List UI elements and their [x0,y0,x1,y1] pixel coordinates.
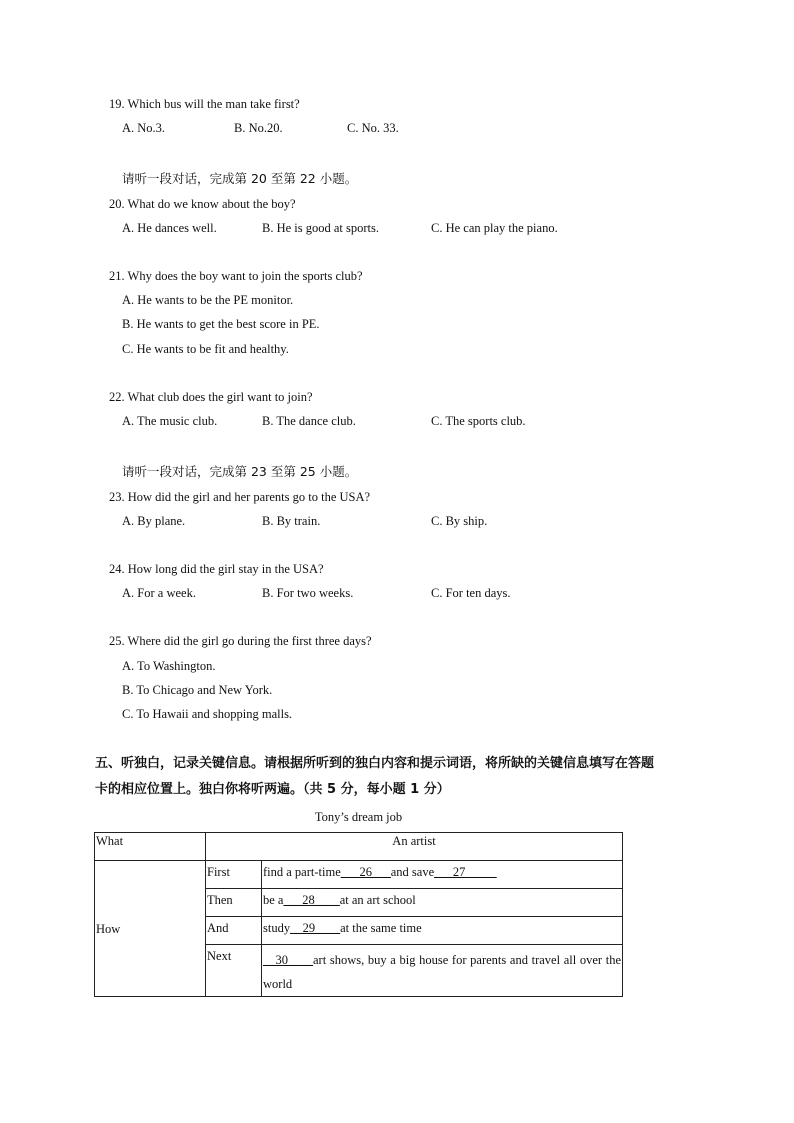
q23-option-c: C. By ship. [431,514,488,528]
q22-option-a: A. The music club. [122,414,218,428]
q25-option-b: B. To Chicago and New York. [122,683,273,697]
instruction-20-22: 请听一段对话，完成第 20 至第 22 小题。 [122,171,358,186]
row-content-and [262,917,623,945]
q22-option-c: C. The sports club. [431,414,526,428]
q21-option-b: B. He wants to get the best score in PE. [122,317,320,331]
q23-option-a: A. By plane. [122,514,186,528]
table-row-what [95,833,623,861]
q21-option-c: C. He wants to be fit and healthy. [122,342,289,356]
dream-job-table [94,832,623,997]
row-content-then [262,889,623,917]
q25-option-c: C. To Hawaii and shopping malls. [122,707,293,721]
question-22: 22. What club does the girl want to join? [109,390,313,404]
q23-option-b: B. By train. [262,514,321,528]
row-first-mid: and save [390,865,435,879]
blank-27: ___27_____ [434,865,497,879]
q20-option-a: A. He dances well. [122,221,217,235]
q19-option-b: B. No.20. [234,121,283,135]
q24-option-b: B. For two weeks. [262,586,354,600]
q22-option-b: B. The dance club. [262,414,356,428]
q20-option-c: C. He can play the piano. [431,221,558,235]
row-content-next [262,945,623,997]
question-20: 20. What do we know about the boy? [109,197,296,211]
question-23: 23. How did the girl and her parents go to the USA? [109,490,371,504]
row-and-post: at the same time [340,921,422,935]
what-label: What [95,833,206,861]
table-row-first [95,861,623,889]
blank-28: ___28____ [283,893,340,907]
blank-30: __30____ [263,953,313,967]
q25-option-a: A. To Washington. [122,659,216,673]
q24-option-c: C. For ten days. [431,586,511,600]
row-label-and: And [206,917,262,945]
row-label-then: Then [206,889,262,917]
row-label-next: Next [206,945,262,997]
q24-option-a: A. For a week. [122,586,196,600]
row-then-post: at an art school [339,893,416,907]
row-and-pre: study [263,921,291,935]
question-24: 24. How long did the girl stay in the USA? [109,562,324,576]
row-next-post: art shows, buy a big house for parents and travel all over the world [263,953,621,991]
how-label: How [95,861,206,997]
section5-heading-line2: 卡的相应位置上。独白你将听两遍。（共 5 分，每小题 1 分） [95,782,450,797]
q21-option-a: A. He wants to be the PE monitor. [122,293,294,307]
row-label-first: First [206,861,262,889]
blank-26: ___26___ [340,865,391,879]
table-title: Tony’s dream job [314,810,403,824]
question-21: 21. Why does the boy want to join the sports club? [109,269,363,283]
q19-option-a: A. No.3. [122,121,166,135]
section5-heading-line1: 五、听独白，记录关键信息。请根据所听到的独白内容和提示词语，将所缺的关键信息填写在答题 [95,756,655,771]
q20-option-b: B. He is good at sports. [262,221,380,235]
row-then-pre: be a [263,893,284,907]
blank-29: __29____ [290,921,341,935]
row-first-pre: find a part-time [263,865,341,879]
row-content-first [262,861,623,889]
question-25: 25. Where did the girl go during the first three days? [109,634,372,648]
question-19: 19. Which bus will the man take first? [109,97,300,111]
instruction-23-25: 请听一段对话，完成第 23 至第 25 小题。 [122,464,358,479]
what-value: An artist [206,833,623,861]
q19-option-c: C. No. 33. [347,121,399,135]
